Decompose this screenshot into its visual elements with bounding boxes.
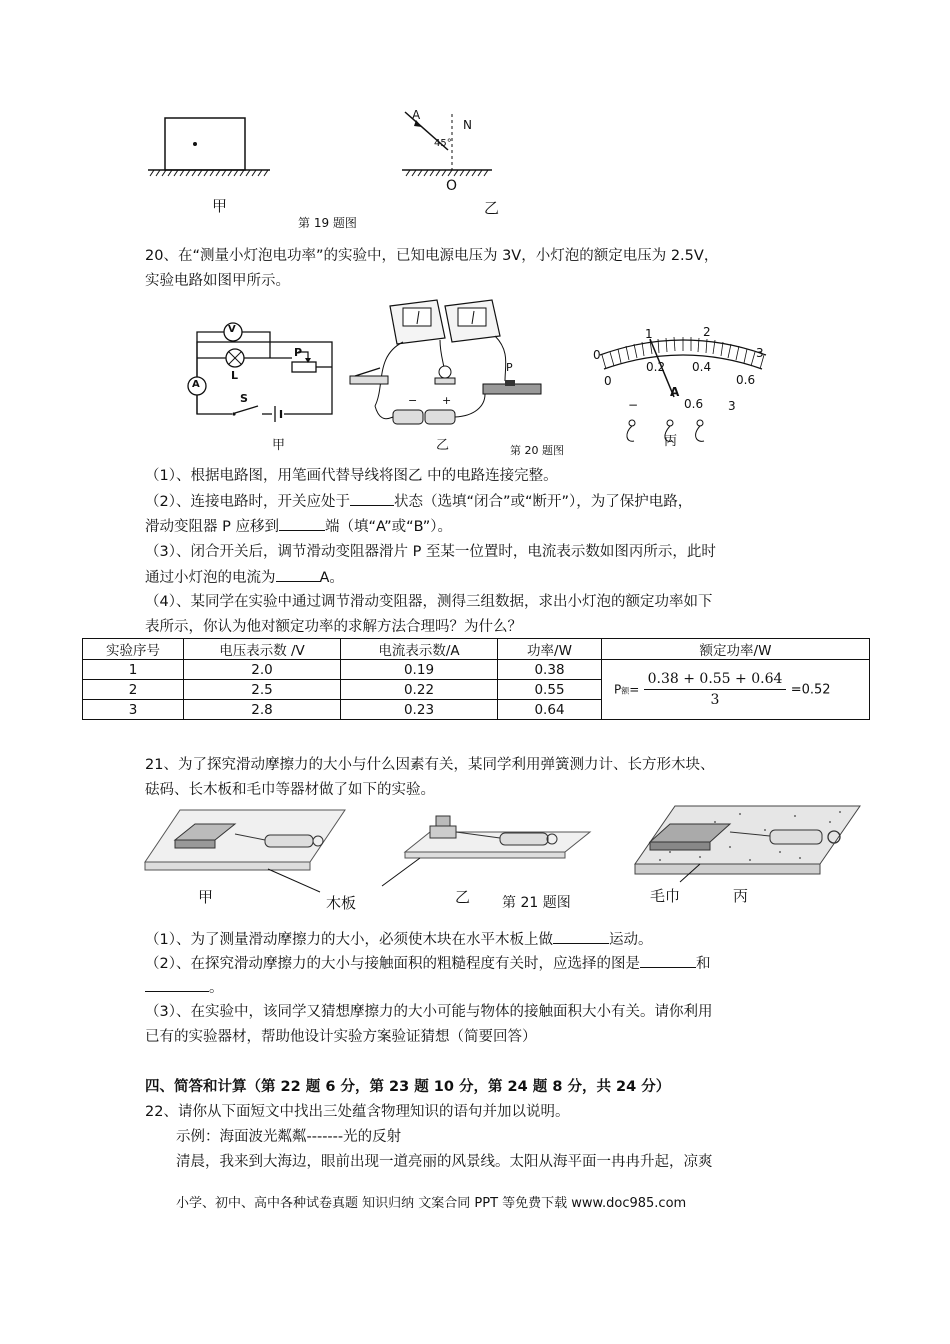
table-cell: 2.5 (184, 680, 341, 700)
table-header: 额定功率/W (602, 639, 870, 660)
q20-stem-line1: 20、在“测量小灯泡电功率”的实验中，已知电源电压为 3V，小灯泡的额定电压为 2.5V， (145, 248, 719, 264)
fig20-terminal-3: 3 (728, 399, 736, 413)
table-header-row (83, 639, 870, 660)
fig20-scale-top-2: 2 (703, 325, 711, 339)
fig20-battery-minus: − (408, 394, 418, 407)
fig20-caption: 第 20 题图 (510, 444, 564, 457)
fig21-label-a: 甲 (198, 888, 214, 906)
table-header: 实验序号 (83, 639, 184, 660)
q21-sub1-text-a: （1）、为了测量滑动摩擦力的大小，必须使木块在水平木板上做 (145, 932, 553, 948)
table-cell: 2 (83, 680, 184, 700)
q20-data-table (82, 638, 870, 720)
fig21-setup-c (635, 806, 860, 882)
fig20-switch-label: S (240, 392, 248, 405)
table-cell: 0.23 (341, 700, 498, 720)
fig20-meter-left (390, 300, 445, 344)
fig20-scale-bottom-2: 0.4 (692, 360, 712, 374)
fig20-battery-plus: + (442, 394, 452, 407)
q21-sub1-text-b: 运动。 (608, 932, 653, 948)
fig20-scale-top-3: 3 (756, 346, 764, 360)
q20-sub3-line2 (145, 567, 344, 588)
fig20-dial-ticks (602, 337, 764, 369)
fig19-label-a: 甲 (212, 197, 228, 215)
section4-heading: 四、简答和计算（第 22 题 6 分，第 23 题 10 分，第 24 题 8 分，共 24 分） (145, 1079, 671, 1095)
fig20-label-a: 甲 (272, 438, 286, 453)
fig20-physical-circuit (345, 296, 545, 438)
fig20-terminal-06: 0.6 (684, 397, 704, 411)
fig20-meter-right (445, 300, 500, 342)
fig20-terminal-minus: − (628, 398, 639, 412)
table-header: 电压表示数 /V (184, 639, 341, 660)
rated-power-formula (602, 660, 870, 720)
table-cell: 3 (83, 700, 184, 720)
footer-text: 小学、初中、高中各种试卷真题 知识归纳 文案合同 PPT 等免费下载 www.doc985.com (176, 1196, 687, 1211)
q20-sub4-line1: （4）、某同学在实验中通过调节滑动变阻器，测得三组数据，求出小灯泡的额定功率如下 (145, 594, 713, 610)
table-cell: 0.55 (498, 680, 602, 700)
q20-sub3-text-b: 通过小灯泡的电流为 (145, 570, 276, 586)
q20-sub2-line2 (145, 516, 452, 537)
formula-prefix: P (614, 682, 622, 697)
fig20-scale-top-0: 0 (593, 348, 601, 362)
q20-blank-rheostat-end[interactable] (279, 516, 325, 531)
q20-sub3-text-c: A。 (319, 570, 344, 586)
formula-denominator: 3 (710, 692, 720, 708)
q21-sub1 (145, 929, 652, 950)
q20-sub2-text-d: 端（填“A”或“B”）。 (324, 519, 453, 535)
fig19-normal-label: N (463, 118, 472, 132)
q21-sub3-line1: （3）、在实验中，该同学又猜想摩擦力的大小可能与物体的接触面积大小有关。请你利用 (145, 1004, 713, 1020)
fig19-label-b: 乙 (484, 199, 500, 217)
table-row (83, 660, 870, 680)
fig21-label-board: 木板 (326, 894, 357, 912)
table-cell: 2.8 (184, 700, 341, 720)
q20-blank-current[interactable] (276, 567, 320, 582)
fig20-rheostat-label: P (506, 361, 513, 374)
table-header: 电流表示数/A (341, 639, 498, 660)
table-cell: 0.19 (341, 660, 498, 680)
fig20-dial-unit: A (670, 385, 680, 399)
q21-sub3-line2: 已有的实验器材，帮助他设计实验方案验证猜想（简要回答） (145, 1029, 537, 1045)
fig21-caption: 第 21 题图 (502, 895, 571, 911)
q21-blank-figure-2[interactable] (145, 977, 209, 992)
formula-numerator: 0.38 + 0.55 + 0.64 (644, 671, 787, 690)
q20-stem-line2: 实验电路如图甲所示。 (145, 273, 290, 289)
fig21-label-c: 丙 (733, 887, 749, 905)
fig21-label-b: 乙 (455, 888, 471, 906)
q20-sub2-line1 (145, 491, 692, 512)
fig20-label-b: 乙 (436, 438, 450, 453)
table-cell: 0.22 (341, 680, 498, 700)
q21-stem-line1: 21、为了探究滑动摩擦力的大小与什么因素有关，某同学利用弹簧测力计、长方形木块、 (145, 757, 715, 773)
table-header: 功率/W (498, 639, 602, 660)
formula-subscript: 额 (621, 686, 630, 696)
q20-sub2-text-b: 状态（选填“闭合”或“断开”），为了保护电路， (393, 494, 693, 510)
fig19-angle-label: 45° (434, 138, 452, 149)
fig21-setup-b (382, 816, 590, 886)
q21-sub2-text-b: 和 (695, 956, 711, 972)
fig19-block-diagram (148, 118, 270, 176)
q22-passage: 清晨，我来到大海边，眼前出现一道亮丽的风景线。太阳从海平面一冉冉升起，凉爽 (176, 1154, 713, 1170)
q21-sub2-line1 (145, 953, 710, 974)
fig20-lamp-label: L (231, 369, 239, 382)
fig21-label-towel: 毛巾 (650, 887, 681, 905)
q22-example: 示例：海面波光粼粼-------光的反射 (176, 1129, 402, 1145)
q20-sub4-line2: 表所示，你认为他对额定功率的求解方法合理吗？为什么？ (145, 619, 522, 635)
fig20-scale-bottom-1: 0.2 (646, 360, 666, 374)
q20-sub1: （1）、根据电路图，用笔画代替导线将图乙 中的电路连接完整。 (145, 468, 558, 484)
fig19-caption: 第 19 题图 (298, 216, 357, 230)
table-cell: 0.64 (498, 700, 602, 720)
fig20-circuit-diagram (180, 318, 350, 423)
q21-blank-figure-1[interactable] (640, 953, 696, 968)
q20-sub2-text-a: （2）、连接电路时，开关应处于 (145, 494, 350, 510)
fig20-voltmeter-symbol: V (228, 324, 236, 335)
fig20-scale-top-1: 1 (645, 327, 653, 341)
formula-fraction (644, 671, 787, 708)
fig20-ammeter-symbol: A (192, 379, 200, 390)
q21-blank-motion[interactable] (553, 929, 609, 944)
fig20-ammeter-dial (588, 325, 778, 450)
formula-result: =0.52 (790, 682, 831, 698)
q21-sub2-text-c: 。 (209, 980, 224, 996)
q20-blank-switch-state[interactable] (350, 491, 394, 506)
table-cell: 1 (83, 660, 184, 680)
table-cell: 0.38 (498, 660, 602, 680)
fig19-point-label: O (446, 178, 458, 194)
fig20-label-c: 丙 (664, 434, 678, 449)
q20-sub2-text-c: 滑动变阻器 P 应移到 (145, 519, 279, 535)
fig20-slider-label: P (294, 346, 303, 359)
q21-stem-line2: 砝码、长木板和毛巾等器材做了如下的实验。 (145, 782, 435, 798)
fig20-scale-bottom-0: 0 (604, 374, 612, 388)
q21-sub2-line2 (145, 977, 224, 998)
fig20-scale-bottom-3: 0.6 (736, 373, 756, 387)
fig21-setup-a (145, 810, 345, 892)
q20-sub3-line1: （3）、闭合开关后，调节滑动变阻器滑片 P 至某一位置时，电流表示数如图丙所示，此时 (145, 544, 716, 560)
q22-stem: 22、请你从下面短文中找出三处蕴含物理知识的语句并加以说明。 (145, 1104, 570, 1120)
table-cell: 2.0 (184, 660, 341, 680)
formula-equals: = (629, 682, 640, 697)
q21-sub2-text-a: （2）、在探究滑动摩擦力的大小与接触面积的粗糙程度有关时，应选择的图是 (145, 956, 640, 972)
fig19-ray-label: A (412, 108, 421, 122)
